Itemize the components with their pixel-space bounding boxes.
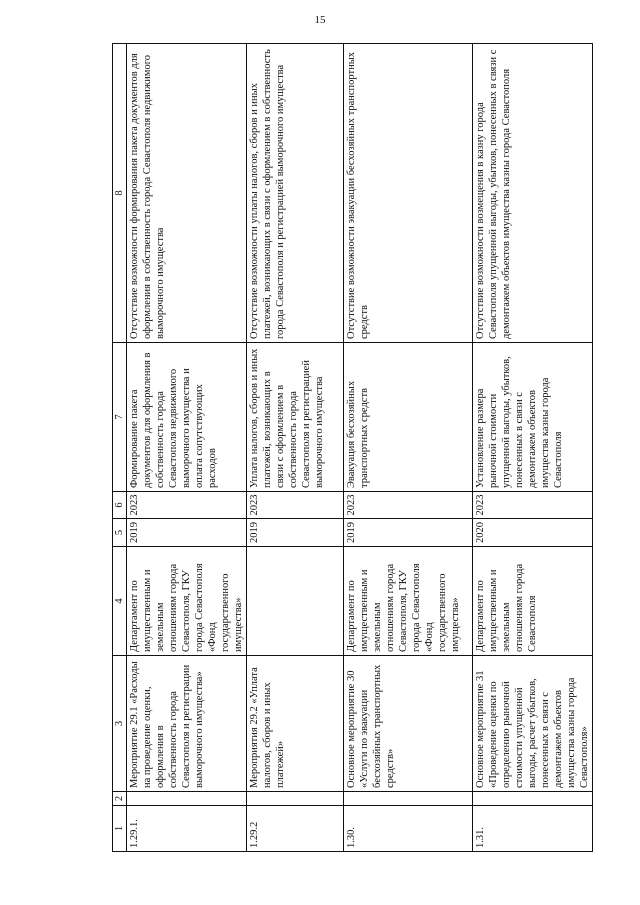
start-year-cell: 2019	[344, 519, 473, 547]
table-row	[247, 44, 344, 852]
start-year-cell: 2019	[127, 519, 247, 547]
end-year-cell: 2023	[127, 492, 247, 519]
result-cell: Уплата налогов, сборов и иных платежей, возникающих в связи с оформлением в собственность города Севастополя и регистрацией выморочного имущества	[247, 343, 344, 492]
consequence-cell: Отсутствие возможности уплаты налогов, сборов и иных платежей, возникающих в связи с оформлением в собственность города Севастополя и регистрацией выморочного имущества	[247, 44, 344, 343]
measure-cell: Мероприятия 29.2 «Уплата налогов, сборов и иных платежей»	[247, 656, 344, 792]
column-number: 7	[113, 343, 127, 492]
rotated-table-container	[112, 44, 590, 852]
column-number: 2	[113, 792, 127, 806]
executor-cell: Департамент по имущественным и земельным отношениям города Севастополя, ГКУ города Севастополя «Фонд государственного имущества»	[344, 547, 473, 656]
consequence-cell: Отсутствие возможности эвакуации бесхозяйных транспортных средств	[344, 44, 473, 343]
result-cell: Формирование пакета документов для оформления в собственность города Севастополя недвижимого выморочного имущества и оплата сопутствующих расходов	[127, 343, 247, 492]
result-cell: Эвакуация бесхозяйных транспортных средств	[344, 343, 473, 492]
measure-cell: Основное мероприятие 31 «Проведение оценки по определению рыночной стоимости упущенной выгоды, расчет убытков, понесенных в связи с демонтажем объектов имущества казны города Севастополя»	[473, 656, 593, 792]
column-number: 4	[113, 547, 127, 656]
start-year-cell: 2019	[247, 519, 344, 547]
executor-cell: Департамент по имущественным и земельным отношениям города Севастополя, ГКУ города Севастополя «Фонд государственного имущества»	[127, 547, 247, 656]
column-number: 1	[113, 806, 127, 852]
page-number: 15	[314, 14, 326, 26]
consequence-cell: Отсутствие возможности формирования пакета документов для оформления в собственность города Севастополя недвижимого выморочного имущества	[127, 44, 247, 343]
program-measures-table	[112, 43, 593, 852]
executor-cell	[247, 547, 344, 656]
empty-cell	[127, 792, 247, 806]
result-cell: Установление размера рыночной стоимости упущенной выгоды, убытков, понесенных в связи с демонтажем объектов имущества казны города Севастополя	[473, 343, 593, 492]
column-number-row	[113, 44, 127, 852]
empty-cell	[344, 792, 473, 806]
column-number: 8	[113, 44, 127, 343]
row-number: 1.30.	[344, 806, 473, 852]
measure-cell: Мероприятие 29.1 «Расходы на проведение оценки, оформления в собственность города Севастополя и регистрации выморочного имущества»	[127, 656, 247, 792]
column-number: 6	[113, 492, 127, 519]
table-row	[473, 44, 593, 852]
measure-cell: Основное мероприятие 30 «Услуги по эвакуации бесхозяйных транспортных средств»	[344, 656, 473, 792]
end-year-cell: 2023	[247, 492, 344, 519]
executor-cell: Департамент по имущественным и земельным отношениям города Севастополя	[473, 547, 593, 656]
consequence-cell: Отсутствие возможности возмещения в казну города Севастополя упущенной выгоды, убытков, понесенных в связи с демонтажем объектов имущества казны города Севастополя	[473, 44, 593, 343]
row-number: 1.29.1.	[127, 806, 247, 852]
start-year-cell: 2020	[473, 519, 593, 547]
table-row	[127, 44, 247, 852]
column-number: 3	[113, 656, 127, 792]
row-number: 1.31.	[473, 806, 593, 852]
empty-cell	[473, 792, 593, 806]
table-viewport	[112, 44, 590, 852]
table-row	[344, 44, 473, 852]
empty-cell	[247, 792, 344, 806]
row-number: 1.29.2	[247, 806, 344, 852]
column-number: 5	[113, 519, 127, 547]
end-year-cell: 2023	[344, 492, 473, 519]
end-year-cell: 2023	[473, 492, 593, 519]
